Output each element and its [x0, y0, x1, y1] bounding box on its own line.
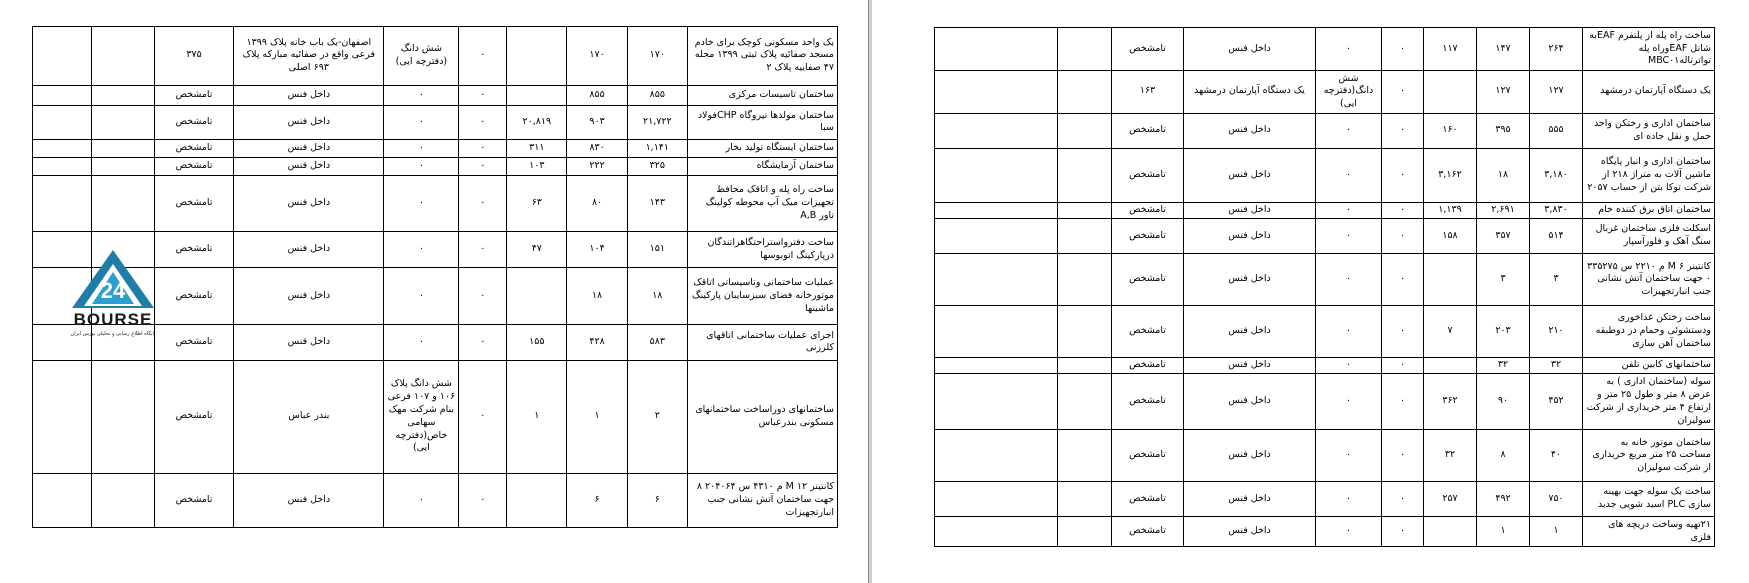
table-cell: ۰ — [1382, 202, 1424, 219]
table-cell: تامشخص — [154, 473, 234, 527]
table-cell: ۰ — [1382, 70, 1424, 113]
table-cell: ۲۰۳ — [1477, 306, 1530, 358]
table-cell — [1058, 517, 1112, 547]
table-cell: ۰ — [459, 27, 507, 86]
table-cell: ۴۵۲ — [1530, 374, 1583, 430]
table-cell: ۱ — [507, 360, 567, 473]
table-row — [33, 157, 838, 175]
table-cell: شش دانگ (دفترچه ایی) — [384, 27, 459, 86]
table-cell: ۱۶۳ — [1112, 70, 1184, 113]
table-cell: ۲,۶۹۱ — [1477, 202, 1530, 219]
table-cell — [935, 254, 1058, 306]
table-cell — [1058, 430, 1112, 482]
logo-number: 24 — [100, 278, 126, 303]
table-cell: تامشخص — [154, 85, 234, 105]
row-description-cell: ساختمانهای کابین تلفن — [1583, 357, 1715, 374]
table-cell: ۱۰۴ — [567, 232, 627, 268]
row-description-cell: ساخت رختکن غذاخوری ودستشوئی وحمام در دوطبقه ساختمان آهن سازی — [1583, 306, 1715, 358]
table-cell: ۱۸ — [567, 268, 627, 324]
table-cell — [92, 473, 155, 527]
table-cell: ۴۹۲ — [1477, 482, 1530, 517]
table-cell: ۱۵۸ — [1424, 219, 1477, 254]
table-cell: داخل فنس — [1184, 28, 1316, 71]
table-cell — [1424, 517, 1477, 547]
table-cell — [935, 306, 1058, 358]
table-cell: داخل فنس — [1184, 148, 1316, 202]
table-cell: داخل فنس — [1184, 357, 1316, 374]
table-row — [935, 70, 1715, 113]
table-cell: داخل فنس — [234, 473, 384, 527]
table-cell: ۰ — [1382, 28, 1424, 71]
row-description-cell: عملیات ساختمانی وتاسیساتی اتاقک موتورخانه فضای سبزسایبان پارکینگ ماشینها — [687, 268, 837, 324]
table-cell: ۰ — [1382, 306, 1424, 358]
table-cell: ۰ — [1316, 28, 1382, 71]
table-cell: ۰ — [459, 268, 507, 324]
table-cell: ۳,۸۳۰ — [1530, 202, 1583, 219]
table-cell: اصفهان-یک باب خانه پلاک ۱۳۹۹ فرعی واقع در صفائیه مبارکه پلاک ۶۹۳ اصلی — [234, 27, 384, 86]
table-cell: داخل فنس — [1184, 517, 1316, 547]
table-cell: ۱۵۱ — [627, 232, 687, 268]
table-cell: داخل فنس — [234, 232, 384, 268]
table-cell — [935, 28, 1058, 71]
table-cell: تامشخص — [154, 139, 234, 157]
table-cell: ۲۵۷ — [1424, 482, 1477, 517]
row-description-cell: ساختمان آزمایشگاه — [687, 157, 837, 175]
table-cell: ۱۶۰ — [1424, 113, 1477, 148]
table-cell: داخل فنس — [1184, 219, 1316, 254]
table-cell — [33, 139, 92, 157]
table-cell: ۰ — [384, 324, 459, 360]
table-cell: ۳۲ — [1477, 357, 1530, 374]
table-cell: ۱ — [1477, 517, 1530, 547]
table-row — [935, 430, 1715, 482]
table-cell: تامشخص — [1112, 113, 1184, 148]
table-cell: ۰ — [1382, 374, 1424, 430]
table-cell: ۳۵۷ — [1477, 219, 1530, 254]
table-cell — [33, 105, 92, 139]
table-cell: ۳۲۵ — [627, 157, 687, 175]
table-cell: ۰ — [384, 105, 459, 139]
row-description-cell: ساخت راه پله از پلتفرم EAFبه شاتل EAFوراه پله تواترتالهMBC۰۱ — [1583, 28, 1715, 71]
row-description-cell: سوله (ساختمان اداری ) به عرض ۸ متر و طول ۲۵ متر و ارتفاع ۴ متر خریداری از شرکت سولیران — [1583, 374, 1715, 430]
table-cell: داخل فنس — [1184, 306, 1316, 358]
table-cell: ۳,۱۸۰ — [1530, 148, 1583, 202]
table-cell: ۸۳۰ — [567, 139, 627, 157]
table-cell: تامشخص — [1112, 374, 1184, 430]
table-cell — [935, 202, 1058, 219]
table-cell: ۵۱۴ — [1530, 219, 1583, 254]
table-cell — [935, 430, 1058, 482]
table-cell: داخل فنس — [234, 85, 384, 105]
table-row — [935, 202, 1715, 219]
table-cell: ۰ — [384, 268, 459, 324]
table-cell — [92, 157, 155, 175]
table-cell: یک دستگاه آپارتمان درمشهد — [1184, 70, 1316, 113]
table-cell — [1058, 254, 1112, 306]
table-cell: ۴۷ — [507, 232, 567, 268]
table-cell: ۰ — [459, 85, 507, 105]
table-row — [935, 113, 1715, 148]
table-cell: ۸ — [1477, 430, 1530, 482]
table-cell: ۰ — [1382, 254, 1424, 306]
table-cell: ۰ — [384, 85, 459, 105]
table-cell — [1058, 219, 1112, 254]
table-cell — [1424, 70, 1477, 113]
table-cell: داخل فنس — [234, 324, 384, 360]
table-row — [33, 175, 838, 231]
table-cell: ۳ — [1530, 254, 1583, 306]
table-cell: ۱۴۷ — [1477, 28, 1530, 71]
row-description-cell: ساخت یک سوله جهت بهینه سازی PLC اسید شویی جدید — [1583, 482, 1715, 517]
table-cell: ۲۶۴ — [1530, 28, 1583, 71]
row-description-cell: ساختمان ایستگاه تولید بخار — [687, 139, 837, 157]
table-cell — [33, 27, 92, 86]
table-cell: تامشخص — [1112, 254, 1184, 306]
bourse24-logo — [58, 248, 168, 343]
row-description-cell: یک دستگاه آپارتمان درمشهد — [1583, 70, 1715, 113]
table-cell: ۰ — [1316, 148, 1382, 202]
table-cell — [92, 175, 155, 231]
table-cell — [92, 85, 155, 105]
table-cell: ۱۵۵ — [507, 324, 567, 360]
table-cell: داخل فنس — [1184, 374, 1316, 430]
table-cell: ۳ — [1477, 254, 1530, 306]
table-cell: تامشخص — [154, 232, 234, 268]
table-row — [33, 27, 838, 86]
table-cell: ۰ — [1316, 357, 1382, 374]
asset-table-right — [934, 27, 1715, 547]
table-cell: ۷۵۰ — [1530, 482, 1583, 517]
row-description-cell: کانتینر ۱۲ M م ۴۳۱۰ س ۲۰۴۰۶۴ ۸ جهت ساختمان آتش نشانی جنب انبارتجهیزات — [687, 473, 837, 527]
table-cell: ۱۱۷ — [1424, 28, 1477, 71]
table-cell: ۰ — [1382, 113, 1424, 148]
table-cell — [1424, 254, 1477, 306]
table-cell — [935, 113, 1058, 148]
table-cell — [935, 357, 1058, 374]
table-cell — [1058, 306, 1112, 358]
row-description-cell: اسکلت فلزی ساختمان غربال سنگ آهک و فلورآسپار — [1583, 219, 1715, 254]
table-cell: ۱۸ — [1477, 148, 1530, 202]
table-cell — [507, 85, 567, 105]
table-cell: ۰ — [1382, 482, 1424, 517]
table-cell: ۰ — [459, 360, 507, 473]
document-page-right — [872, 0, 1749, 583]
table-cell — [935, 482, 1058, 517]
logo-tagline: پایگاه اطلاع رسانی و تحلیلی بورس ایران — [70, 331, 156, 337]
table-cell — [507, 27, 567, 86]
table-cell: تامشخص — [154, 268, 234, 324]
table-cell — [1058, 202, 1112, 219]
table-cell: داخل فنس — [1184, 254, 1316, 306]
table-cell — [33, 473, 92, 527]
table-cell: ۰ — [1316, 517, 1382, 547]
table-cell — [92, 27, 155, 86]
table-cell: ۰ — [1316, 254, 1382, 306]
table-cell: ۲۱,۷۲۲ — [627, 105, 687, 139]
table-cell: ۳۷۵ — [154, 27, 234, 86]
table-row — [935, 374, 1715, 430]
table-row — [935, 219, 1715, 254]
table-cell: ۹۰۳ — [567, 105, 627, 139]
table-cell: ۱۲۷ — [1530, 70, 1583, 113]
table-cell: ۴۰ — [1530, 430, 1583, 482]
table-cell: ۰ — [1316, 374, 1382, 430]
row-description-cell: ۲۱تهیه وساخت دریچه های فلزی — [1583, 517, 1715, 547]
table-cell: ۰ — [1316, 113, 1382, 148]
table-cell: ۱۰۳ — [507, 157, 567, 175]
table-cell: داخل فنس — [234, 268, 384, 324]
row-description-cell: ساخت راه پله و اتاقک محافظ تجهیزات میک آپ محوطه کولینگ تاور A,B — [687, 175, 837, 231]
table-row — [935, 357, 1715, 374]
row-description-cell: ساختمان اداری و انبار پایگاه ماشین آلات به متراژ ۲۱۸ از شرکت توکا بتن از حساب ۲۰۵۷ — [1583, 148, 1715, 202]
table-cell: ۳۲ — [1530, 357, 1583, 374]
table-cell: ۰ — [384, 473, 459, 527]
row-description-cell: یک واحد مسکونی کوچک برای خادم مسجد صفائیه پلاک ثبتی ۱۳۹۹ محله ۴۷ صفاییه پلاک ۲ — [687, 27, 837, 86]
table-cell: ۲ — [627, 360, 687, 473]
table-cell — [92, 139, 155, 157]
table-cell: ۰ — [1382, 357, 1424, 374]
table-cell: ۰ — [384, 157, 459, 175]
table-cell: ۶ — [627, 473, 687, 527]
row-description-cell: ساختمان موتور خانه به مساحت ۲۵ متر مربع خریداری از شرکت سولیران — [1583, 430, 1715, 482]
table-cell: تامشخص — [1112, 148, 1184, 202]
table-cell: ۰ — [459, 139, 507, 157]
table-cell: ۱,۱۴۱ — [627, 139, 687, 157]
table-cell: داخل فنس — [1184, 482, 1316, 517]
table-cell: ۹۰ — [1477, 374, 1530, 430]
table-cell — [935, 219, 1058, 254]
row-description-cell: ساختمان مولدها نیروگاه CHPفولاد سبا — [687, 105, 837, 139]
table-cell: تامشخص — [154, 360, 234, 473]
table-cell — [935, 517, 1058, 547]
row-description-cell: ساختمان اتاق برق کننده خام — [1583, 202, 1715, 219]
table-cell: ۶ — [567, 473, 627, 527]
table-cell: ۱۲۷ — [1477, 70, 1530, 113]
table-cell: داخل فنس — [234, 157, 384, 175]
row-description-cell: اجرای عملیات ساختمانی اتاقهای کلرزنی — [687, 324, 837, 360]
table-cell: ۰ — [459, 175, 507, 231]
row-description-cell: کانتینر ۶ M م ۲۲۱۰ س ۳۳۵۲۷۵ ۰ جهت ساختمان آتش نشانی جنب انبارتجهیزات — [1583, 254, 1715, 306]
table-cell: تامشخص — [1112, 482, 1184, 517]
table-cell: ۸۵۵ — [627, 85, 687, 105]
table-cell: تامشخص — [154, 105, 234, 139]
table-cell: بندر عباس — [234, 360, 384, 473]
table-cell — [1058, 70, 1112, 113]
table-cell — [507, 473, 567, 527]
table-cell: ۰ — [1382, 430, 1424, 482]
table-cell: ۱,۱۳۹ — [1424, 202, 1477, 219]
table-cell: ۴۲۸ — [567, 324, 627, 360]
table-row — [935, 28, 1715, 71]
table-cell: ۰ — [1382, 517, 1424, 547]
table-cell: ۰ — [384, 139, 459, 157]
table-cell — [33, 360, 92, 473]
table-row — [935, 306, 1715, 358]
table-cell: ۰ — [1316, 482, 1382, 517]
document-page-left — [0, 0, 870, 583]
triangle-logo-icon — [58, 248, 168, 310]
table-row — [33, 360, 838, 473]
table-cell: ۰ — [459, 105, 507, 139]
table-cell: شش دانگ پلاک ۱۰۶ و ۱۰۷ فرعی بنام شرکت مهک سهامی خاص(دفترچه ایی) — [384, 360, 459, 473]
table-cell: ۱ — [1530, 517, 1583, 547]
table-cell — [92, 105, 155, 139]
table-cell: داخل فنس — [234, 175, 384, 231]
table-cell — [1424, 357, 1477, 374]
table-cell: ۱۷۰ — [627, 27, 687, 86]
table-cell: ۰ — [1316, 430, 1382, 482]
table-cell: ۰ — [459, 324, 507, 360]
table-cell — [1058, 374, 1112, 430]
table-cell: ۰ — [1382, 219, 1424, 254]
table-cell — [1058, 148, 1112, 202]
table-cell: ۰ — [384, 175, 459, 231]
table-cell — [1058, 113, 1112, 148]
table-cell: ۷ — [1424, 306, 1477, 358]
table-cell: داخل فنس — [1184, 430, 1316, 482]
table-cell: ۳۶۲ — [1424, 374, 1477, 430]
table-cell: ۱۴۳ — [627, 175, 687, 231]
table-cell: ۶۳ — [507, 175, 567, 231]
table-cell: ۵۸۳ — [627, 324, 687, 360]
table-row — [935, 148, 1715, 202]
logo-brand-text: BOURSE — [73, 310, 153, 329]
table-cell: ۱۷۰ — [567, 27, 627, 86]
table-cell — [1058, 28, 1112, 71]
table-cell: ۳۹۵ — [1477, 113, 1530, 148]
table-cell: ۱۸ — [627, 268, 687, 324]
table-cell: تامشخص — [1112, 202, 1184, 219]
table-cell: ۰ — [1316, 306, 1382, 358]
table-cell: ۰ — [384, 232, 459, 268]
table-cell: ۲۰,۸۱۹ — [507, 105, 567, 139]
table-cell: تامشخص — [1112, 357, 1184, 374]
table-cell: داخل فنس — [234, 105, 384, 139]
table-cell: تامشخص — [1112, 306, 1184, 358]
table-row — [935, 482, 1715, 517]
table-row — [33, 85, 838, 105]
table-cell — [935, 148, 1058, 202]
table-cell: تامشخص — [1112, 517, 1184, 547]
table-cell: ۳,۱۶۲ — [1424, 148, 1477, 202]
table-cell — [935, 70, 1058, 113]
table-row — [33, 139, 838, 157]
table-cell — [33, 85, 92, 105]
table-cell: شش دانگ(دفترچه ایی) — [1316, 70, 1382, 113]
table-cell — [33, 157, 92, 175]
table-row — [33, 105, 838, 139]
table-cell: ۳۱۱ — [507, 139, 567, 157]
table-cell: تامشخص — [1112, 28, 1184, 71]
table-cell: تامشخص — [154, 157, 234, 175]
table-cell: ۲۲۲ — [567, 157, 627, 175]
table-cell: ۲۱۰ — [1530, 306, 1583, 358]
table-cell: تامشخص — [1112, 219, 1184, 254]
table-cell: ۵۵۵ — [1530, 113, 1583, 148]
table-cell — [1058, 482, 1112, 517]
table-cell — [935, 374, 1058, 430]
table-cell: ۸۵۵ — [567, 85, 627, 105]
table-cell: ۰ — [1382, 148, 1424, 202]
table-cell: ۰ — [1316, 219, 1382, 254]
table-cell: تامشخص — [1112, 430, 1184, 482]
table-cell: ۰ — [459, 157, 507, 175]
row-description-cell: ساخت دفترواستراحتگاهراتندگان درپارکینگ اتوبوسها — [687, 232, 837, 268]
table-cell: داخل فنس — [234, 139, 384, 157]
table-cell: ۰ — [1316, 202, 1382, 219]
table-cell: ۳۲ — [1424, 430, 1477, 482]
row-description-cell: ساختمانهای دوراساخت ساختمانهای مسکونی بندرعباس — [687, 360, 837, 473]
row-description-cell: ساختمان تاسیسات مرکزی — [687, 85, 837, 105]
table-cell: ۰ — [459, 473, 507, 527]
table-cell: ۰ — [459, 232, 507, 268]
table-cell — [33, 175, 92, 231]
table-cell: داخل فنس — [1184, 202, 1316, 219]
table-row — [935, 254, 1715, 306]
table-cell: تامشخص — [154, 324, 234, 360]
table-cell — [1058, 357, 1112, 374]
table-cell: تامشخص — [154, 175, 234, 231]
table-cell — [507, 268, 567, 324]
row-description-cell: ساختمان اداری و رختکن واحد حمل و نقل جاده ای — [1583, 113, 1715, 148]
table-cell — [92, 360, 155, 473]
table-row — [33, 473, 838, 527]
table-cell: ۸۰ — [567, 175, 627, 231]
table-row — [935, 517, 1715, 547]
table-cell: داخل فنس — [1184, 113, 1316, 148]
table-cell: ۱ — [567, 360, 627, 473]
